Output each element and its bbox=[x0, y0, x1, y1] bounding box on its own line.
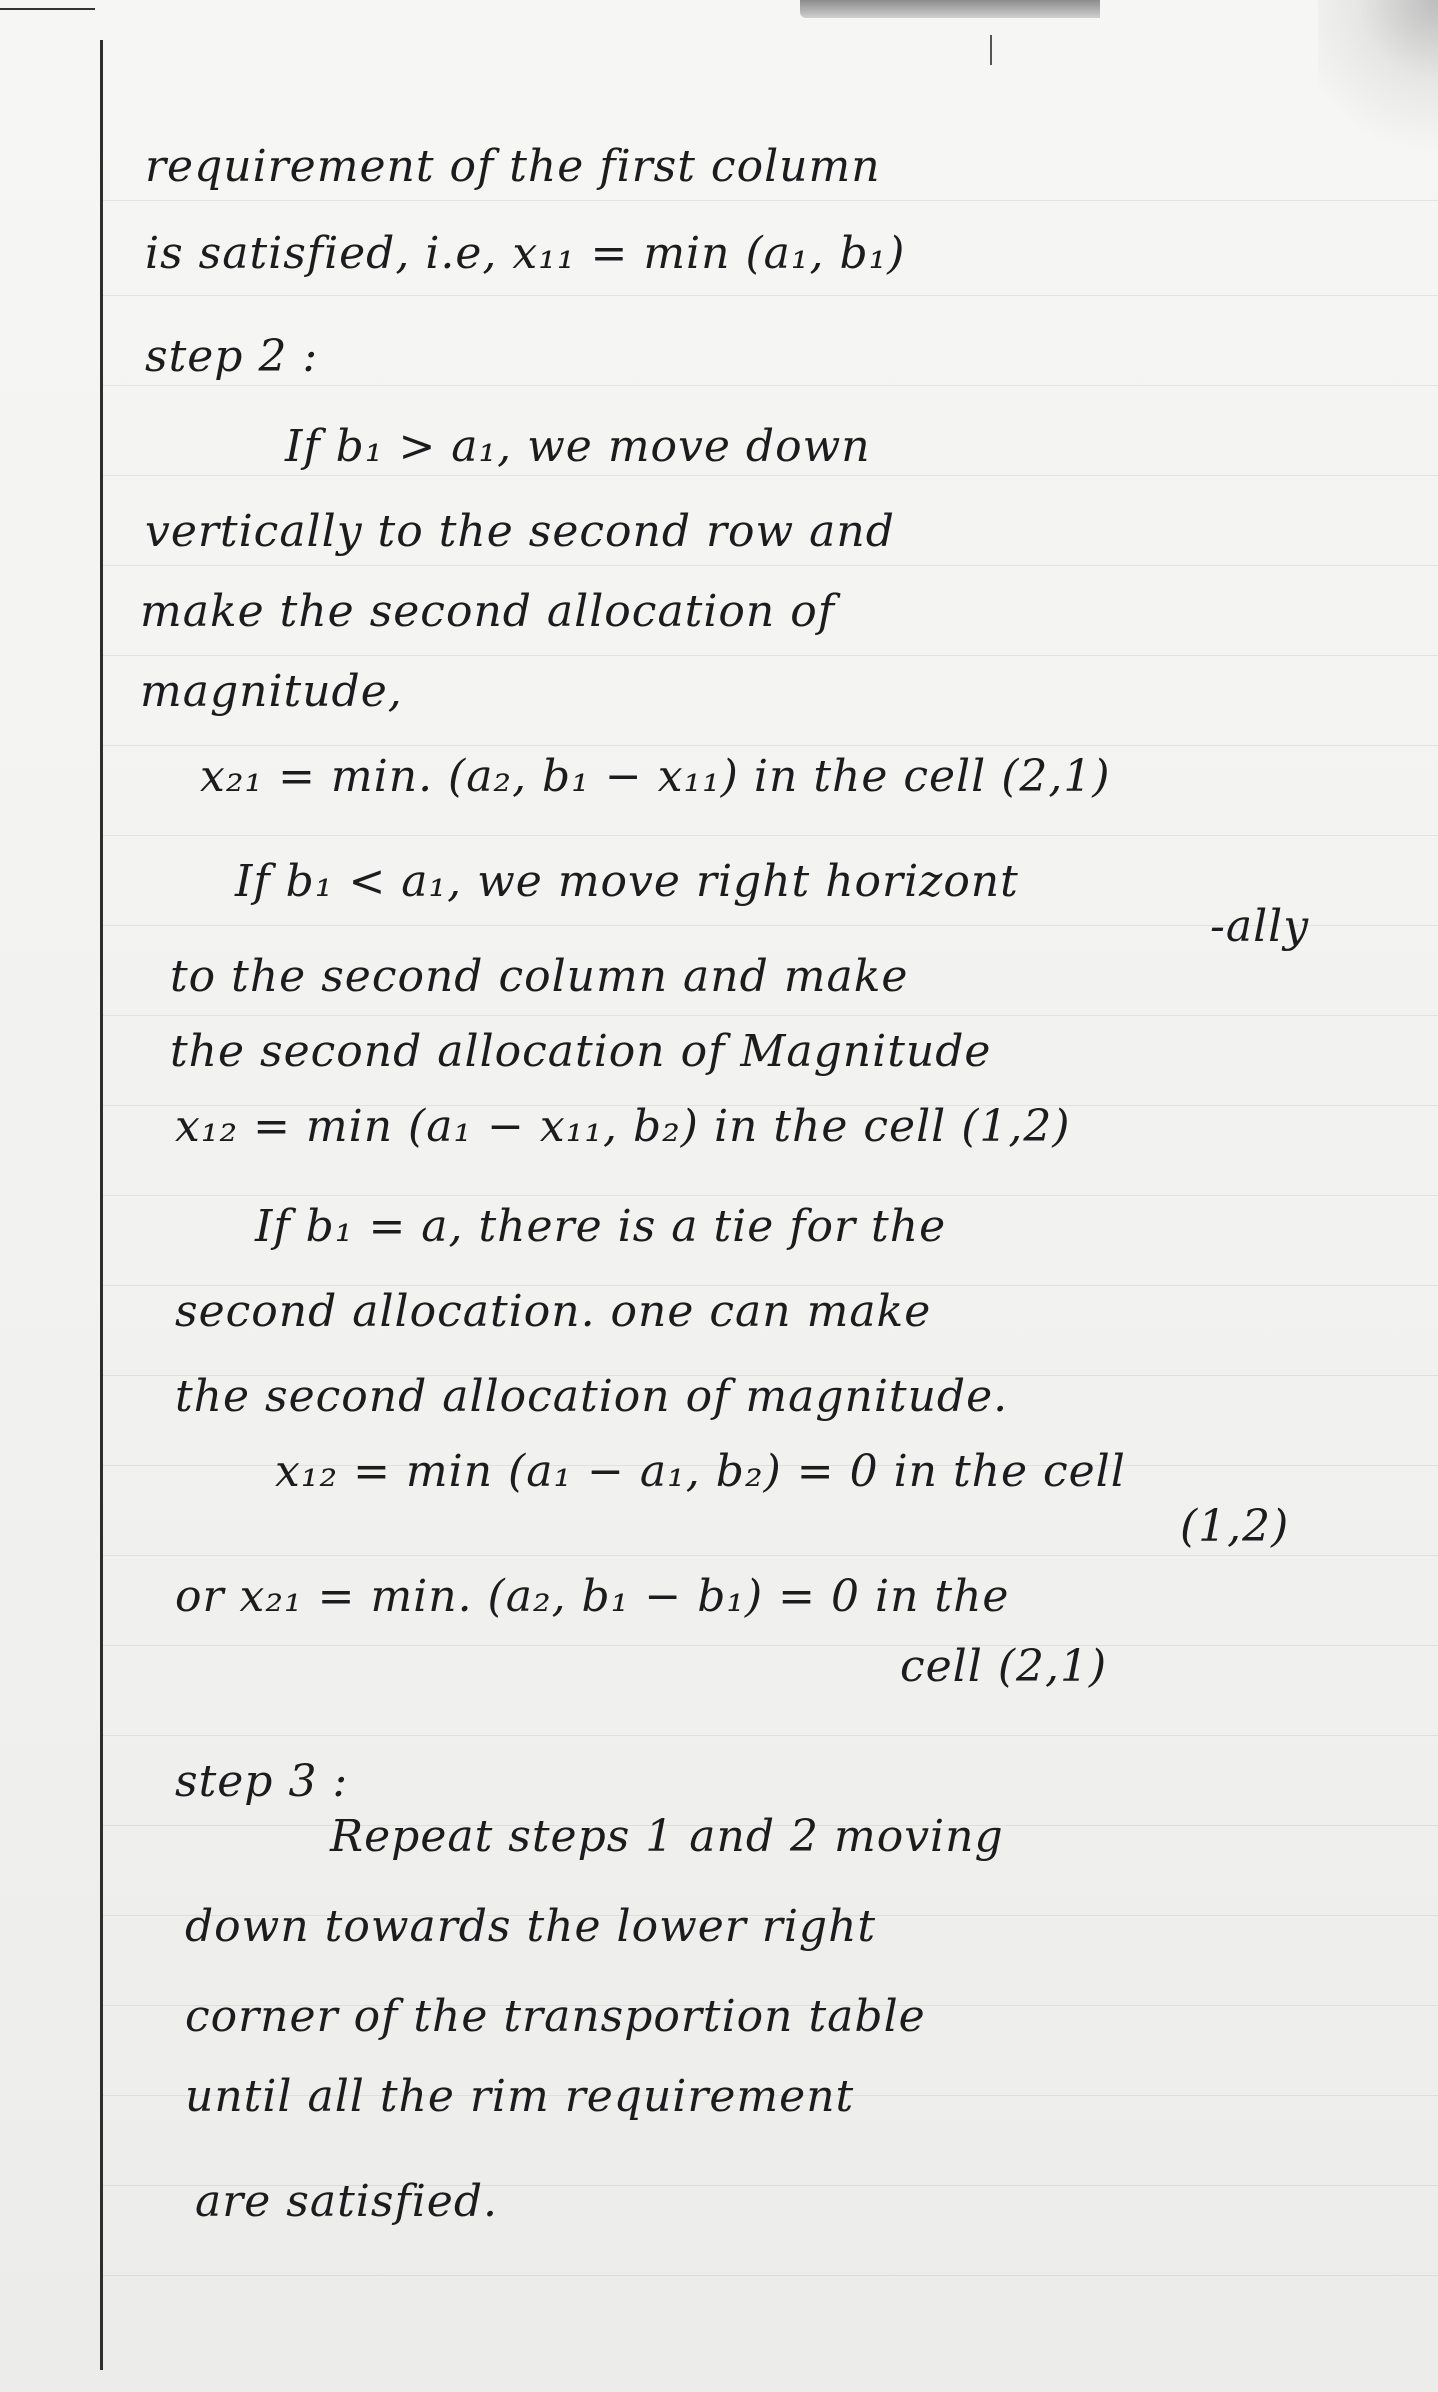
text-line: second allocation. one can make bbox=[175, 1286, 932, 1337]
formula-line: cell (2,1) bbox=[900, 1641, 1108, 1692]
scan-edge bbox=[800, 0, 1100, 18]
ruled-line bbox=[103, 1555, 1438, 1556]
text-line: vertically to the second row and bbox=[145, 506, 895, 557]
text-line: requirement of the first column bbox=[145, 141, 881, 192]
formula-line: (1,2) bbox=[1180, 1501, 1290, 1552]
text-line: to the second column and make bbox=[170, 951, 909, 1002]
margin-line bbox=[100, 40, 103, 2370]
ruled-line bbox=[103, 1645, 1438, 1646]
text-line: are satisfied. bbox=[195, 2176, 498, 2227]
pin-mark bbox=[990, 35, 992, 65]
ruled-line bbox=[103, 655, 1438, 656]
text-line: until all the rim requirement bbox=[185, 2071, 855, 2122]
text-line: down towards the lower right bbox=[185, 1901, 877, 1952]
text-line: is satisfied, i.e, x₁₁ = min (a₁, b₁) bbox=[145, 228, 906, 279]
formula-line: x₁₂ = min (a₁ − a₁, b₂) = 0 in the cell bbox=[275, 1446, 1126, 1497]
ruled-line bbox=[103, 565, 1438, 566]
top-rule bbox=[0, 8, 95, 10]
text-line: If b₁ < a₁, we move right horizont bbox=[235, 856, 1019, 907]
ruled-line bbox=[103, 1735, 1438, 1736]
text-line: magnitude, bbox=[140, 666, 403, 717]
text-line: Repeat steps 1 and 2 moving bbox=[330, 1811, 1004, 1862]
text-line: make the second allocation of bbox=[140, 586, 836, 637]
ruled-line bbox=[103, 835, 1438, 836]
formula-line: or x₂₁ = min. (a₂, b₁ − b₁) = 0 in the bbox=[175, 1571, 1010, 1622]
ruled-line bbox=[103, 745, 1438, 746]
formula-line: x₁₂ = min (a₁ − x₁₁, b₂) in the cell (1,2) bbox=[175, 1101, 1071, 1152]
ruled-line bbox=[103, 385, 1438, 386]
section-heading: step 2 : bbox=[145, 331, 319, 382]
ruled-line bbox=[103, 1015, 1438, 1016]
text-line: corner of the transportion table bbox=[185, 1991, 926, 2042]
ruled-line bbox=[103, 200, 1438, 201]
formula-line: x₂₁ = min. (a₂, b₁ − x₁₁) in the cell (2,1) bbox=[200, 751, 1111, 802]
text-line: If b₁ = a, there is a tie for the bbox=[255, 1201, 947, 1252]
ruled-line bbox=[103, 295, 1438, 296]
ruled-line bbox=[103, 475, 1438, 476]
ruled-line bbox=[103, 2275, 1438, 2276]
ruled-line bbox=[103, 1195, 1438, 1196]
text-line: If b₁ > a₁, we move down bbox=[285, 421, 871, 472]
text-line: the second allocation of Magnitude bbox=[170, 1026, 992, 1077]
text-line: the second allocation of magnitude. bbox=[175, 1371, 1009, 1422]
page-corner-shadow bbox=[1318, 0, 1438, 160]
text-line: -ally bbox=[1210, 901, 1310, 952]
section-heading: step 3 : bbox=[175, 1756, 349, 1807]
